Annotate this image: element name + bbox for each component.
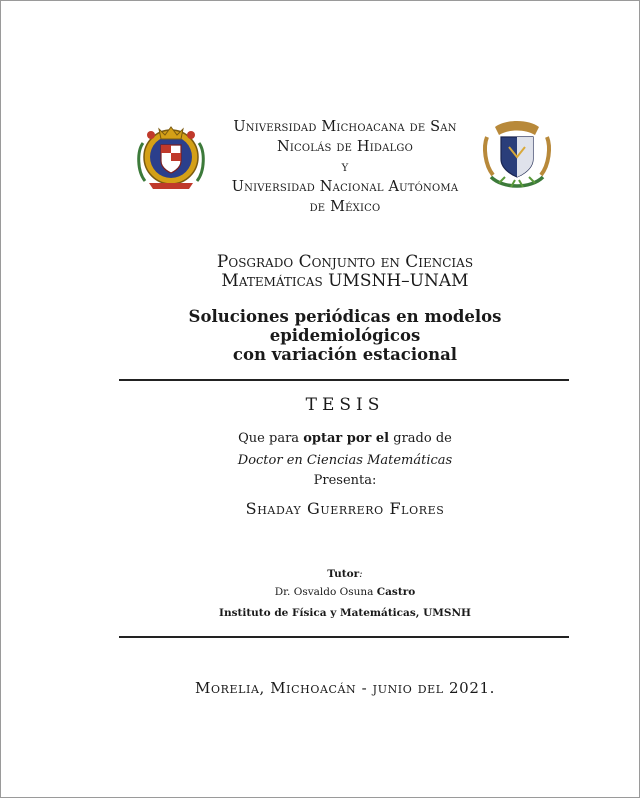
university-line-4: Universidad Nacional Autónoma <box>231 179 459 195</box>
tutor-name <box>121 585 569 599</box>
thesis-title-line-2: con variación estacional <box>232 345 458 364</box>
tutor-institute: Instituto de Física y Matemáticas, UMSNH <box>219 607 471 619</box>
top-divider <box>119 379 569 381</box>
tutor-name-part-2: Castro <box>376 586 416 598</box>
program-line-2: Matemáticas UMSNH–UNAM <box>221 271 469 291</box>
degree-name: Doctor en Ciencias Matemáticas <box>237 453 453 468</box>
place-and-date: Morelia, Michoacán - junio del 2021. <box>195 679 495 697</box>
tutor-name-part-1: Dr. Osvaldo Osuna <box>274 586 374 598</box>
tutor-label-text: Tutor <box>327 568 360 580</box>
university-conjunction: y <box>341 159 349 175</box>
universities-heading <box>213 117 477 217</box>
tutor-label <box>121 567 569 581</box>
degree-grado-de: grado de <box>393 431 452 446</box>
program-line-1: Posgrado Conjunto en Ciencias <box>216 252 474 272</box>
thesis-title <box>121 307 569 364</box>
university-line-2: Nicolás de Hidalgo <box>277 139 413 155</box>
bottom-divider <box>119 636 569 638</box>
header <box>121 113 565 223</box>
thesis-title-line-1: Soluciones periódicas en modelos epidemiológicos <box>188 307 502 345</box>
author-name: Shaday Guerrero Flores <box>245 499 445 518</box>
university-line-5: de México <box>309 199 381 215</box>
tutor-colon: : <box>359 568 363 580</box>
degree-optar: optar por el <box>303 431 390 446</box>
degree-intro <box>121 429 569 449</box>
degree-que-para: Que para <box>238 431 300 446</box>
presenta-label: Presenta: <box>313 473 377 488</box>
unam-seal-logo <box>481 117 553 195</box>
tesis-label: TESIS <box>305 395 385 415</box>
umsnh-seal-logo <box>135 117 207 195</box>
program-name <box>121 253 569 291</box>
university-line-1: Universidad Michoacana de San <box>233 119 457 135</box>
